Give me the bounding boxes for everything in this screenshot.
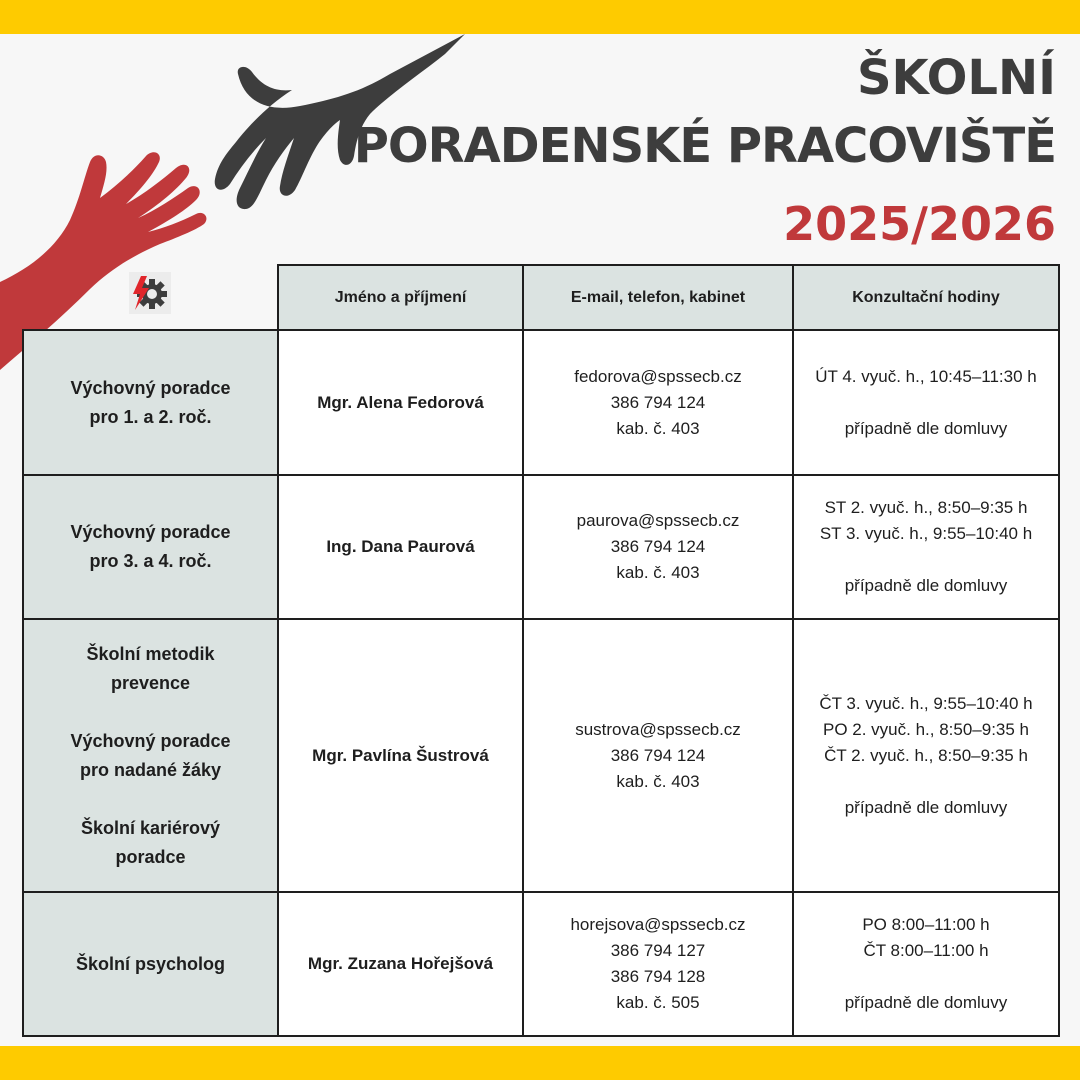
bottom-yellow-bar bbox=[0, 1046, 1080, 1080]
role-line: pro 3. a 4. roč. bbox=[89, 551, 212, 571]
role-line: poradce bbox=[115, 846, 186, 867]
title-line-1: ŠKOLNÍ bbox=[856, 50, 1056, 106]
office-number: kab. č. 505 bbox=[616, 993, 700, 1012]
role-cell bbox=[23, 619, 278, 892]
office-number: kab. č. 403 bbox=[616, 418, 700, 438]
role-line: Školní metodik bbox=[86, 643, 215, 664]
role-line: Výchovný poradce bbox=[70, 377, 231, 398]
role-cell bbox=[23, 330, 278, 475]
hours-cell bbox=[793, 475, 1059, 619]
hours-line: PO 2. vyuč. h., 8:50–9:35 h bbox=[822, 719, 1030, 739]
hours-note: případně dle domluvy bbox=[844, 576, 1008, 595]
person-name: Ing. Dana Paurová bbox=[278, 475, 523, 619]
title-line-2: PORADENSKÉ PRACOVIŠTĚ bbox=[353, 118, 1056, 174]
role-cell bbox=[23, 475, 278, 619]
role-line: prevence bbox=[110, 672, 191, 693]
school-year: 2025/2026 bbox=[783, 197, 1056, 251]
role-line: pro 1. a 2. roč. bbox=[89, 406, 212, 427]
hours-line: ST 3. vyuč. h., 9:55–10:40 h bbox=[819, 524, 1033, 543]
hours-line: PO 8:00–11:00 h bbox=[862, 915, 990, 934]
column-header-hours: Konzultační hodiny bbox=[793, 265, 1059, 330]
hours-line: ČT 3. vyuč. h., 9:55–10:40 h bbox=[819, 693, 1033, 713]
hours-cell bbox=[793, 330, 1059, 475]
contact-cell bbox=[523, 330, 793, 475]
logo-cell bbox=[23, 265, 278, 330]
contact-cell bbox=[523, 619, 793, 892]
email-link[interactable]: horejsova@spssecb.cz bbox=[570, 915, 746, 934]
school-logo-icon bbox=[129, 272, 171, 314]
contact-cell bbox=[523, 892, 793, 1036]
table-row bbox=[23, 619, 1059, 892]
column-header-name: Jméno a příjmení bbox=[278, 265, 523, 330]
hours-cell bbox=[793, 619, 1059, 892]
office-number: kab. č. 403 bbox=[616, 771, 700, 791]
phone-number: 386 794 127 bbox=[610, 941, 706, 960]
hours-note: případně dle domluvy bbox=[844, 418, 1008, 438]
role-line: Výchovný poradce bbox=[70, 522, 231, 542]
office-number: kab. č. 403 bbox=[616, 563, 700, 582]
hours-line: ÚT 4. vyuč. h., 10:45–11:30 h bbox=[815, 366, 1037, 386]
hours-cell bbox=[793, 892, 1059, 1036]
person-name: Mgr. Zuzana Hořejšová bbox=[278, 892, 523, 1036]
role-line: pro nadané žáky bbox=[79, 759, 222, 780]
role-line: Školní psycholog bbox=[75, 953, 226, 974]
hours-line: ČT 8:00–11:00 h bbox=[863, 941, 989, 960]
phone-number: 386 794 124 bbox=[610, 537, 706, 556]
contact-cell bbox=[523, 475, 793, 619]
hours-line: ČT 2. vyuč. h., 8:50–9:35 h bbox=[824, 745, 1028, 765]
role-line: Školní kariérový bbox=[80, 817, 221, 838]
table-row bbox=[23, 330, 1059, 475]
phone-number: 386 794 124 bbox=[610, 392, 706, 412]
person-name: Mgr. Alena Fedorová bbox=[278, 330, 523, 475]
email-link[interactable]: sustrova@spssecb.cz bbox=[575, 719, 741, 739]
top-yellow-bar bbox=[0, 0, 1080, 34]
column-header-contact: E-mail, telefon, kabinet bbox=[523, 265, 793, 330]
hours-note: případně dle domluvy bbox=[844, 797, 1008, 817]
hours-note: případně dle domluvy bbox=[844, 993, 1008, 1012]
person-name: Mgr. Pavlína Šustrová bbox=[278, 619, 523, 892]
email-link[interactable]: paurova@spssecb.cz bbox=[576, 511, 740, 530]
role-line: Výchovný poradce bbox=[70, 730, 231, 751]
table-header-row bbox=[23, 265, 1059, 330]
phone-number: 386 794 124 bbox=[610, 745, 706, 765]
table-row bbox=[23, 475, 1059, 619]
hours-line: ST 2. vyuč. h., 8:50–9:35 h bbox=[824, 498, 1028, 517]
phone-number: 386 794 128 bbox=[610, 967, 706, 986]
table-row bbox=[23, 892, 1059, 1036]
role-cell bbox=[23, 892, 278, 1036]
counseling-staff-table bbox=[22, 264, 1060, 1037]
email-link[interactable]: fedorova@spssecb.cz bbox=[574, 366, 742, 386]
